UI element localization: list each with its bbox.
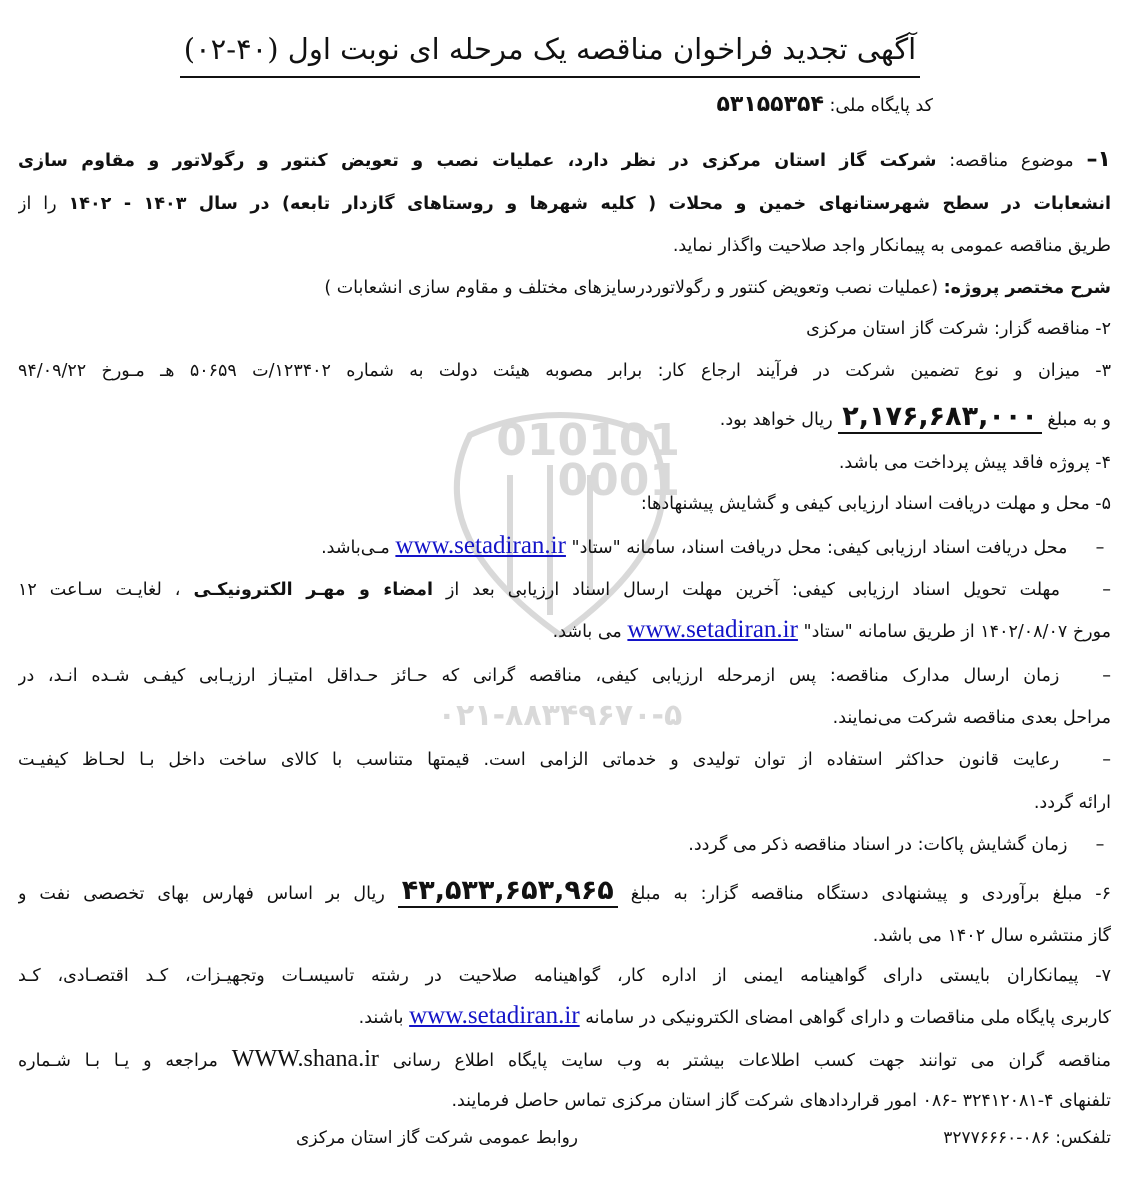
footer-pre: مناقصه گران می توانند جهت کسب اطلاعات بیشتر به وب سایت پایگاه اطلاع رسانی xyxy=(392,1051,1111,1071)
section4-prepayment: ۴- پروژه فاقد پیش پرداخت می باشد. xyxy=(838,453,1111,473)
section7-line1: ۷- پیمانکاران بایستی دارای گواهینامه ایمنی از اداره کار، گواهینامه صلاحیت در رشته تاسیسـات وتجهیـزات، کـد اقتصـادی، کـد xyxy=(18,966,1111,986)
guarantee-amount: ۲,۱۷۶,۶۸۳,۰۰۰ xyxy=(838,402,1042,434)
section1-number: ۱– xyxy=(1086,147,1111,172)
section2-tenderer: ۲- مناقصه گزار: شرکت گاز استان مرکزی xyxy=(806,319,1111,339)
section3-line2 xyxy=(18,402,1111,435)
bullet-dash: – xyxy=(1102,580,1111,600)
project-summary xyxy=(18,273,1111,303)
svg-text:0001: 0001 xyxy=(557,455,680,506)
signature: روابط عمومی شرکت گاز استان مرکزی xyxy=(296,1128,578,1148)
section1-subject-part2: انشعابات در سطح شهرستانهای خمین و محلات ( کلیه شهرها و روستاهای گازدار تابعه) در سال ۱۴۰۳ - ۱۴۰۲ xyxy=(68,194,1111,214)
setadiran-link[interactable]: www.setadiran.ir xyxy=(409,1002,580,1029)
footer-post: مراجعه و یـا بـا شـماره xyxy=(18,1051,218,1071)
fax-number xyxy=(943,1128,1111,1148)
bullet-domestic-production-line1 xyxy=(18,745,1111,775)
bullet2-line2-pre: مورخ ۱۴۰۲/۰۸/۰۷ از طریق سامانه "ستاد" xyxy=(803,622,1111,642)
footer-line1 xyxy=(18,1044,1111,1076)
svg-text:۰۲۱-۸۸۳۴۹۶۷۰-۵: ۰۲۱-۸۸۳۴۹۶۷۰-۵ xyxy=(437,698,683,733)
section6-line2: گاز منتشره سال ۱۴۰۲ می باشد. xyxy=(872,926,1111,946)
section7-post: باشند. xyxy=(358,1008,404,1028)
national-code-value: ۵۳۱۵۵۳۵۴ xyxy=(716,92,824,117)
bullet2-pre: مهلت تحویل اسناد ارزیابی کیفی: آخرین مهلت ارسال اسناد ارزیابی بعد از xyxy=(445,580,1060,600)
bullet-submission-deadline-line2 xyxy=(18,615,1111,647)
bullet2-post: ، لغایـت سـاعت ۱۲ xyxy=(18,580,181,600)
bullet-domestic-production-line2: ارائه گردد. xyxy=(1033,793,1111,813)
section7-line2 xyxy=(18,1001,1111,1033)
bullet-dash: – xyxy=(1102,750,1111,770)
section1-line3: طریق مناقصه عمومی به پیمانکار واجد صلاحیت واگذار نماید. xyxy=(672,236,1111,256)
shana-link[interactable]: WWW.shana.ir xyxy=(231,1046,379,1072)
setadiran-link[interactable]: www.setadiran.ir xyxy=(395,532,566,559)
bullet1-text: محل دریافت اسناد ارزیابی کیفی: محل دریافت اسناد، سامانه "ستاد" xyxy=(571,538,1068,558)
fax-label: تلفکس: xyxy=(1055,1128,1111,1148)
bullet-document-location xyxy=(18,531,1111,563)
bullet3-text: زمان ارسال مدارک مناقصه: پس ازمرحله ارزیابی کیفی، مناقصه گرانی که حـائز حـداقل امتیـاز ارزیـابی کیفـی شـده انـد، در xyxy=(18,666,1060,686)
fax-value: ۰۸۶-۳۲۷۷۶۶۶۰ xyxy=(943,1128,1050,1148)
bullet5-text: زمان گشایش پاکات: در اسناد مناقصه ذکر می گردد. xyxy=(688,835,1068,855)
footer-line2: تلفنهای ۴-۳۲۴۱۲۰۸۱ -۰۸۶ امور قراردادهای شرکت گاز استان مرکزی تماس حاصل فرمایند. xyxy=(451,1091,1111,1111)
section7-pre: کاربری پایگاه ملی مناقصات و دارای گواهی امضای الکترونیکی در سامانه xyxy=(585,1008,1111,1028)
bullet-opening-time xyxy=(18,830,1111,860)
bullet-document-submission-line2: مراحل بعدی مناقصه شرکت می‌نمایند. xyxy=(832,708,1111,728)
national-code xyxy=(716,90,933,121)
section1-line2 xyxy=(18,189,1111,219)
notice-title: آگهی تجدید فراخوان مناقصه یک مرحله ای نوبت اول (۴۰-۰۲) xyxy=(180,22,920,78)
project-text: (عملیات نصب وتعویض کنتور و رگولاتوردرسایزهای مختلف و مقاوم سازی انشعابات ) xyxy=(324,278,939,298)
section1-line1 xyxy=(18,145,1111,176)
bullet2-line2-post: می باشد. xyxy=(552,622,622,642)
bullet2-bold: امضاء و مهـر الکترونیکـی xyxy=(193,580,433,600)
section1-subject-part1: شرکت گاز استان مرکزی در نظر دارد، عملیات نصب و تعویض کنتور و رگولاتور و مقاوم سازی xyxy=(18,151,937,171)
section1-subject-tail: را از xyxy=(18,194,57,214)
project-label: شرح مختصر پروژه: xyxy=(943,278,1111,298)
section1-label: موضوع مناقصه: xyxy=(949,151,1074,171)
section3-suffix: ریال خواهد بود. xyxy=(719,410,833,430)
bullet-dash: – xyxy=(1095,538,1105,558)
section6-post: ریال بر اساس فهارس بهای تخصصی نفت و xyxy=(18,884,385,904)
svg-text:010101: 010101 xyxy=(496,415,680,466)
bullet-dash: – xyxy=(1095,835,1105,855)
bullet-document-submission-line1 xyxy=(18,661,1111,691)
bullet-dash: – xyxy=(1102,666,1111,686)
section6-line1 xyxy=(18,876,1111,909)
section6-pre: ۶- مبلغ برآوردی و پیشنهادی دستگاه مناقصه گزار: به مبلغ xyxy=(630,884,1111,904)
setadiran-link[interactable]: www.setadiran.ir xyxy=(627,616,798,643)
bullet-submission-deadline-line1 xyxy=(18,575,1111,605)
section5-heading: ۵- محل و مهلت دریافت اسناد ارزیابی کیفی و گشایش پیشنهادها: xyxy=(640,494,1111,514)
section3-line1: ۳- میزان و نوع تضمین شرکت در فرآیند ارجاع کار: برابر مصوبه هیئت دولت به شماره ۱۲۳۴۰۲/ت ۵۰۶۵۹ هـ مـورخ ۹۴/۰۹/۲۲ xyxy=(18,361,1111,381)
bullet4-text: رعایت قانون حداکثر استفاده از توان تولیدی و خدماتی الزامی است. قیمتها متناسب با کالای ساخت داخل بـا لحـاظ کیفیـت xyxy=(18,750,1060,770)
section3-prefix: و به مبلغ xyxy=(1047,410,1111,430)
national-code-label: کد پایگاه ملی: xyxy=(829,96,933,116)
estimate-amount: ۴۳,۵۳۳,۶۵۳,۹۶۵ xyxy=(398,876,618,908)
bullet1-tail: مـی‌باشد. xyxy=(321,538,390,558)
